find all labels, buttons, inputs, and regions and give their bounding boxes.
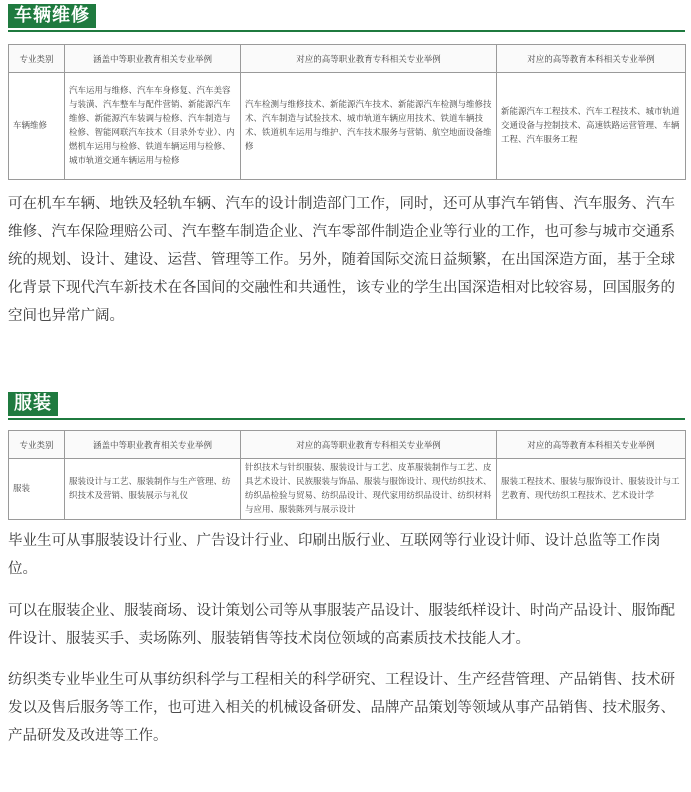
section-divider [8,418,685,420]
cell-undergraduate: 服装工程技术、服装与服饰设计、服装设计与工艺教育、现代纺织工程技术、艺术设计学 [497,459,686,520]
cell-vocational: 汽车检测与维修技术、新能源汽车技术、新能源汽车检测与维修技术、汽车制造与试验技术、城市轨道车辆应用技术、铁道车辆技术、铁道机车运用与维护、汽车技术服务与营销、航空地面设备维修 [241,73,497,180]
table-header-row [9,45,686,73]
clothing-paragraph-1: 毕业生可从事服装设计行业、广告设计行业、印刷出版行业、互联网等行业设计师、设计总监等工作岗位。 [8,533,661,577]
cell-secondary: 汽车运用与维修、汽车车身修复、汽车美容与装潢、汽车整车与配件营销、新能源汽车维修、新能源汽车装调与检修、汽车制造与检修、智能网联汽车技术（目录外专业）、内燃机车运用与检修、铁道车辆运用与检修、城市轨道交通车辆运用与检修 [65,73,241,180]
major-table-clothing [8,430,686,520]
cell-category: 服装 [9,459,65,520]
cell-vocational: 针织技术与针织服装、服装设计与工艺、皮革服装制作与工艺、皮具艺术设计、民族服装与饰品、服装与服饰设计、现代纺织技术、纺织品检验与贸易、纺织品设计、现代家用纺织品设计、纺织材料与应用、服装陈列与展示设计 [241,459,497,520]
clothing-paragraph-3: 纺织类专业毕业生可从事纺织科学与工程相关的科学研究、工程设计、生产经营管理、产品销售、技术研发以及售后服务等工作，也可进入相关的机械设备研发、品牌产品策划等领域从事产品销售、技术服务、产品研发及改进等工作。 [8,672,675,744]
cell-secondary: 服装设计与工艺、服装制作与生产管理、纺织技术及营销、服装展示与礼仪 [65,459,241,520]
table-row [9,73,686,180]
table-row [9,459,686,520]
header-vocational: 对应的高等职业教育专科相关专业举例 [241,45,497,73]
header-category: 专业类别 [9,431,65,459]
clothing-paragraph-2: 可以在服装企业、服装商场、设计策划公司等从事服装产品设计、服装纸样设计、时尚产品设计、服饰配件设计、服装买手、卖场陈列、服装销售等技术岗位领域的高素质技术技能人才。 [8,603,675,647]
header-undergraduate: 对应的高等教育本科相关专业举例 [497,431,686,459]
table-header-row [9,431,686,459]
major-table-vehicle-repair [8,44,686,180]
header-category: 专业类别 [9,45,65,73]
header-undergraduate: 对应的高等教育本科相关专业举例 [497,45,686,73]
cell-undergraduate: 新能源汽车工程技术、汽车工程技术、城市轨道交通设备与控制技术、高速铁路运营管理、车辆工程、汽车服务工程 [497,73,686,180]
section-divider [8,30,685,32]
vehicle-repair-paragraph: 可在机车车辆、地铁及轻轨车辆、汽车的设计制造部门工作，同时，还可从事汽车销售、汽车服务、汽车维修、汽车保险理赔公司、汽车整车制造企业、汽车零部件制造企业等行业的工作，也可参与城市交通系统的规划、设计、建设、运营、管理等工作。另外，随着国际交流日益频繁，在出国深造方面，基于全球化背景下现代汽车新技术在各国间的交融性和共通性，该专业的学生出国深造相对比较容易，回国服务的空间也异常广阔。 [8,196,675,324]
header-vocational: 对应的高等职业教育专科相关专业举例 [241,431,497,459]
cell-category: 车辆维修 [9,73,65,180]
section-title-clothing: 服装 [8,392,58,416]
section-title-vehicle-repair: 车辆维修 [8,4,96,28]
header-secondary: 涵盖中等职业教育相关专业举例 [65,45,241,73]
header-secondary: 涵盖中等职业教育相关专业举例 [65,431,241,459]
